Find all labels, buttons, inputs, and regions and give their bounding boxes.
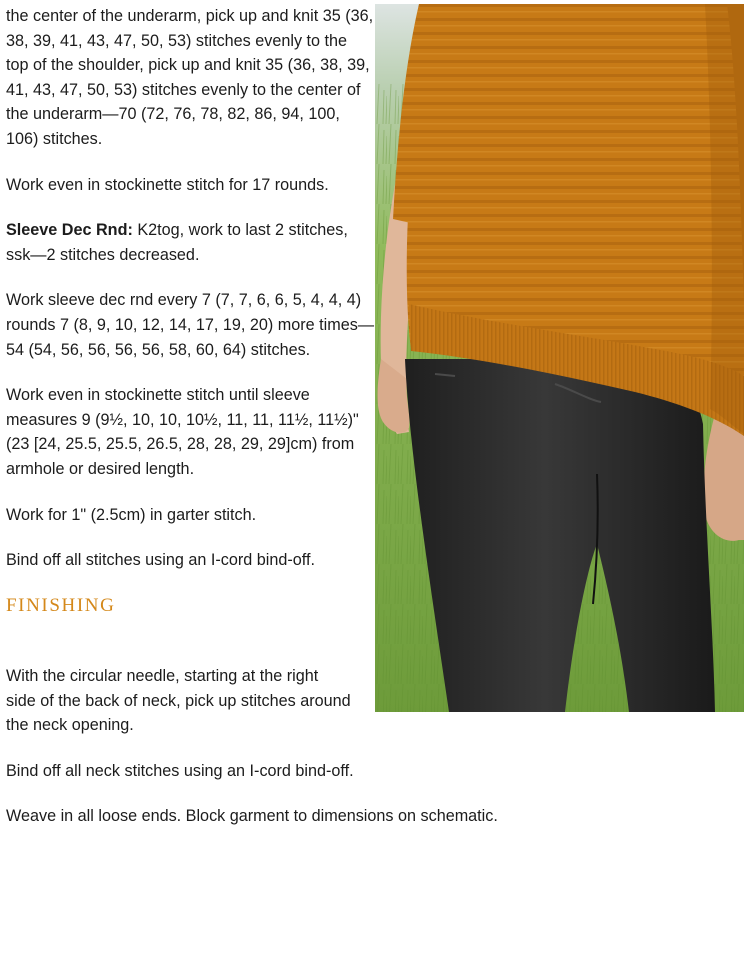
paragraph-weave-ends: Weave in all loose ends. Block garment to dimensions on schematic. (6, 807, 498, 826)
instructions-column (6, 4, 374, 623)
paragraph-sleeve-length: Work even in stockinette stitch until sleeve measures 9 (9½, 10, 10, 10½, 11, 11, 11½, 11½)" (23 [24, 25.5, 25.5, 26.5, 28, 28, 29, 29]cm) from armhole or desired length. (6, 386, 359, 478)
paragraph-sleeve-dec (6, 218, 374, 267)
paragraph-neck-bind-off: Bind off all neck stitches using an I-cord bind-off. (6, 761, 354, 780)
model-photo (375, 4, 744, 712)
paragraph-bind-off: Bind off all stitches using an I-cord bind-off. (6, 551, 315, 570)
sleeve-dec-label: Sleeve Dec Rnd: (6, 221, 133, 240)
paragraph-finishing-intro: With the circular needle, starting at the right side of the back of neck, pick up stitches around the neck opening. (6, 667, 351, 735)
paragraph-dec-repeat: Work sleeve dec rnd every 7 (7, 7, 6, 6, 5, 4, 4, 4) rounds 7 (8, 9, 10, 12, 14, 17, 19, 20) more times—54 (54, 56, 56, 56, 56, 58, 60, 64) stitches. (6, 291, 375, 359)
finishing-heading: FINISHING (6, 594, 116, 616)
paragraph-garter: Work for 1" (2.5cm) in garter stitch. (6, 505, 257, 524)
paragraph-work-even: Work even in stockinette stitch for 17 rounds. (6, 175, 329, 194)
paragraph-pick-up: the center of the underarm, pick up and knit 35 (36, 38, 39, 41, 43, 47, 50, 53) stitches evenly to the top of the shoulder, pick up and knit 35 (36, 38, 39, 41, 43, 47, 50, 53) stitches evenly to the center of the underarm—70 (72, 76, 78, 82, 86, 94, 100, 106) stitches. (6, 7, 374, 148)
sleeve-dec-text: K2tog, work to last 2 stitches, ssk—2 stitches decreased. (6, 221, 348, 264)
